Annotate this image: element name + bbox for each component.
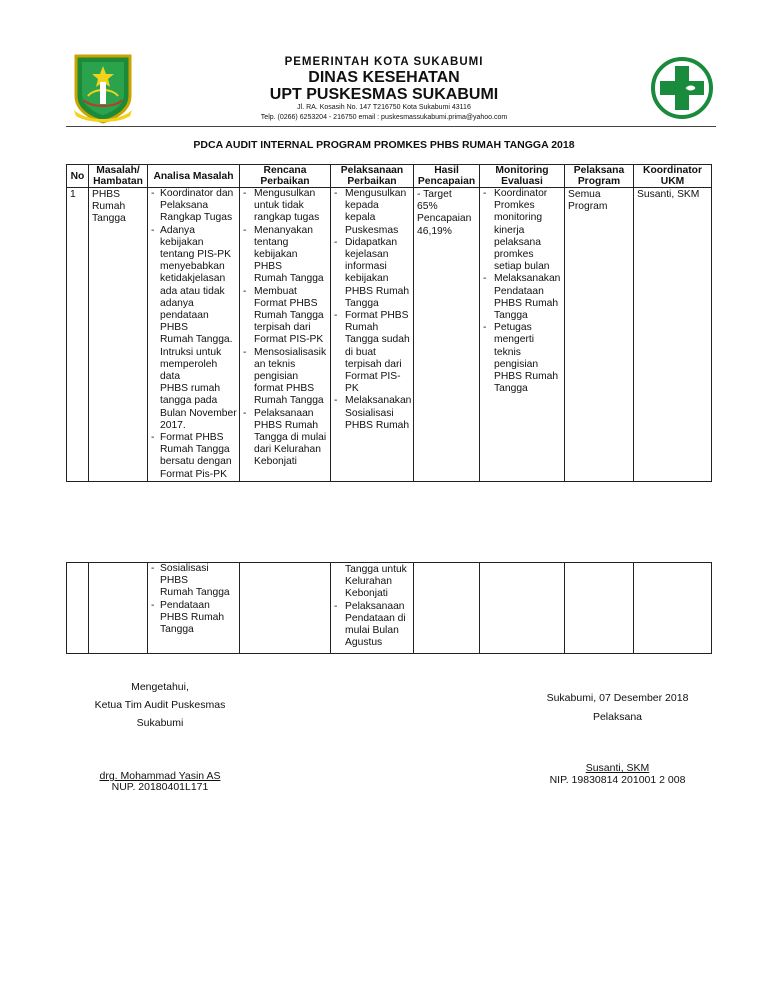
list-item: - Melaksanakan Sosialisasi PHBS Rumah [334, 395, 411, 432]
list-item: - Koordinator dan Pelaksana Rangkap Tugas [151, 188, 237, 225]
table-header-row [67, 165, 712, 188]
list-item: - Format PHBS Rumah Tangga sudah di buat terpisah dari Format PIS- PK [334, 310, 411, 395]
cell-masalah: PHBS Rumah Tangga [92, 189, 126, 225]
sig-right-nip: NIP. 19830814 201001 2 008 [549, 774, 686, 786]
sig-left-name: drg. Mohammad Yasin AS [99, 770, 221, 782]
cell-pelaksanaan-cont: Tangga untuk Kelurahan Kebonjati [345, 564, 407, 600]
col-header-no: No [67, 165, 89, 188]
col-header-monitoring: Monitoring Evaluasi [480, 165, 565, 188]
list-item: - Didapatkan kejelasan informasi kebijakan PHBS Rumah Tangga [334, 237, 411, 310]
list-item: - Menanyakan tentang kebijakan PHBS Rumah Tangga [243, 225, 328, 286]
table-row [67, 188, 712, 482]
sig-left-city: Sukabumi [136, 717, 184, 729]
table-row [67, 563, 712, 654]
cell-koordinator: Susanti, SKM [637, 189, 700, 200]
col-header-pelaksanaan: Pelaksanaan Perbaikan [331, 165, 414, 188]
cell-pelaksana: Semua Program [568, 189, 608, 213]
list-item: - Mengusulkan untuk tidak rangkap tugas [243, 188, 328, 225]
header-divider [66, 126, 716, 127]
header-government: PEMERINTAH KOTA SUKABUMI [284, 56, 484, 68]
list-item: - Petugas mengerti teknis pengisian PHBS Rumah Tangga [483, 322, 562, 395]
pdca-table [66, 164, 712, 482]
col-header-koordinator: Koordinator UKM [634, 165, 712, 188]
pdca-table-continued [66, 562, 712, 654]
list-item: - Pelaksanaan PHBS Rumah Tangga di mulai dari Kelurahan Kebonjati [243, 408, 328, 469]
list-item: - Koordinator Promkes monitoring kinerja pelaksana promkes setiap bulan [483, 188, 562, 273]
list-item: - Pelaksanaan Pendataan di mulai Bulan Agustus [334, 601, 411, 650]
cell-hasil: - Target 65% Pencapaian 46,19% [417, 189, 472, 237]
sig-left-nip: NUP. 20180401L171 [111, 781, 209, 793]
col-header-pelaksana: Pelaksana Program [565, 165, 634, 188]
cell-no: 1 [70, 189, 76, 200]
list-item: - Mengusulkan kepada kepala Puskesmas [334, 188, 411, 237]
list-item: - Format PHBS Rumah Tangga bersatu dengan Format Pis-PK [151, 432, 237, 481]
list-item: - Membuat Format PHBS Rumah Tangga terpisah dari Format PIS-PK [243, 286, 328, 347]
list-item: - Pendataan PHBS Rumah Tangga [151, 600, 237, 637]
list-item: - Mensosialisasik an teknis pengisian format PHBS Rumah Tangga [243, 347, 328, 408]
sig-right-name: Susanti, SKM [585, 762, 650, 774]
col-header-rencana: Rencana Perbaikan [240, 165, 331, 188]
list-item: - Sosialisasi PHBS Rumah Tangga [151, 563, 237, 600]
header-department: DINAS KESEHATAN [308, 69, 460, 86]
document-title: PDCA AUDIT INTERNAL PROGRAM PROMKES PHBS RUMAH TANGGA 2018 [193, 139, 575, 151]
col-header-masalah: Masalah/ Hambatan [89, 165, 148, 188]
col-header-analisa: Analisa Masalah [148, 165, 240, 188]
sig-right-date: Sukabumi, 07 Desember 2018 [546, 692, 689, 704]
col-header-hasil: Hasil Pencapaian [414, 165, 480, 188]
sig-right-role: Pelaksana [592, 711, 643, 723]
list-item: - Melaksanakan Pendataan PHBS Rumah Tangga [483, 273, 562, 322]
list-item: - Adanya kebijakan tentang PIS-PK menyebabkan ketidakjelasan ada atau tidak adanya pendataan PHBS Rumah Tangga. Intruksi untuk memperoleh data PHBS rumah tangga pada Bulan November 2017. [151, 225, 237, 432]
header-contact: Telp. (0266) 6253204 - 216750 email : puskesmassukabumi.prima@yahoo.com [260, 114, 508, 121]
header-address: Jl. RA. Kosasih No. 147 T216750 Kota Sukabumi 43116 [297, 104, 471, 111]
sig-left-role: Ketua Tim Audit Puskesmas [94, 699, 226, 711]
header-puskesmas: UPT PUSKESMAS SUKABUMI [269, 86, 499, 103]
sig-left-acknowledge: Mengetahui, [131, 681, 189, 693]
